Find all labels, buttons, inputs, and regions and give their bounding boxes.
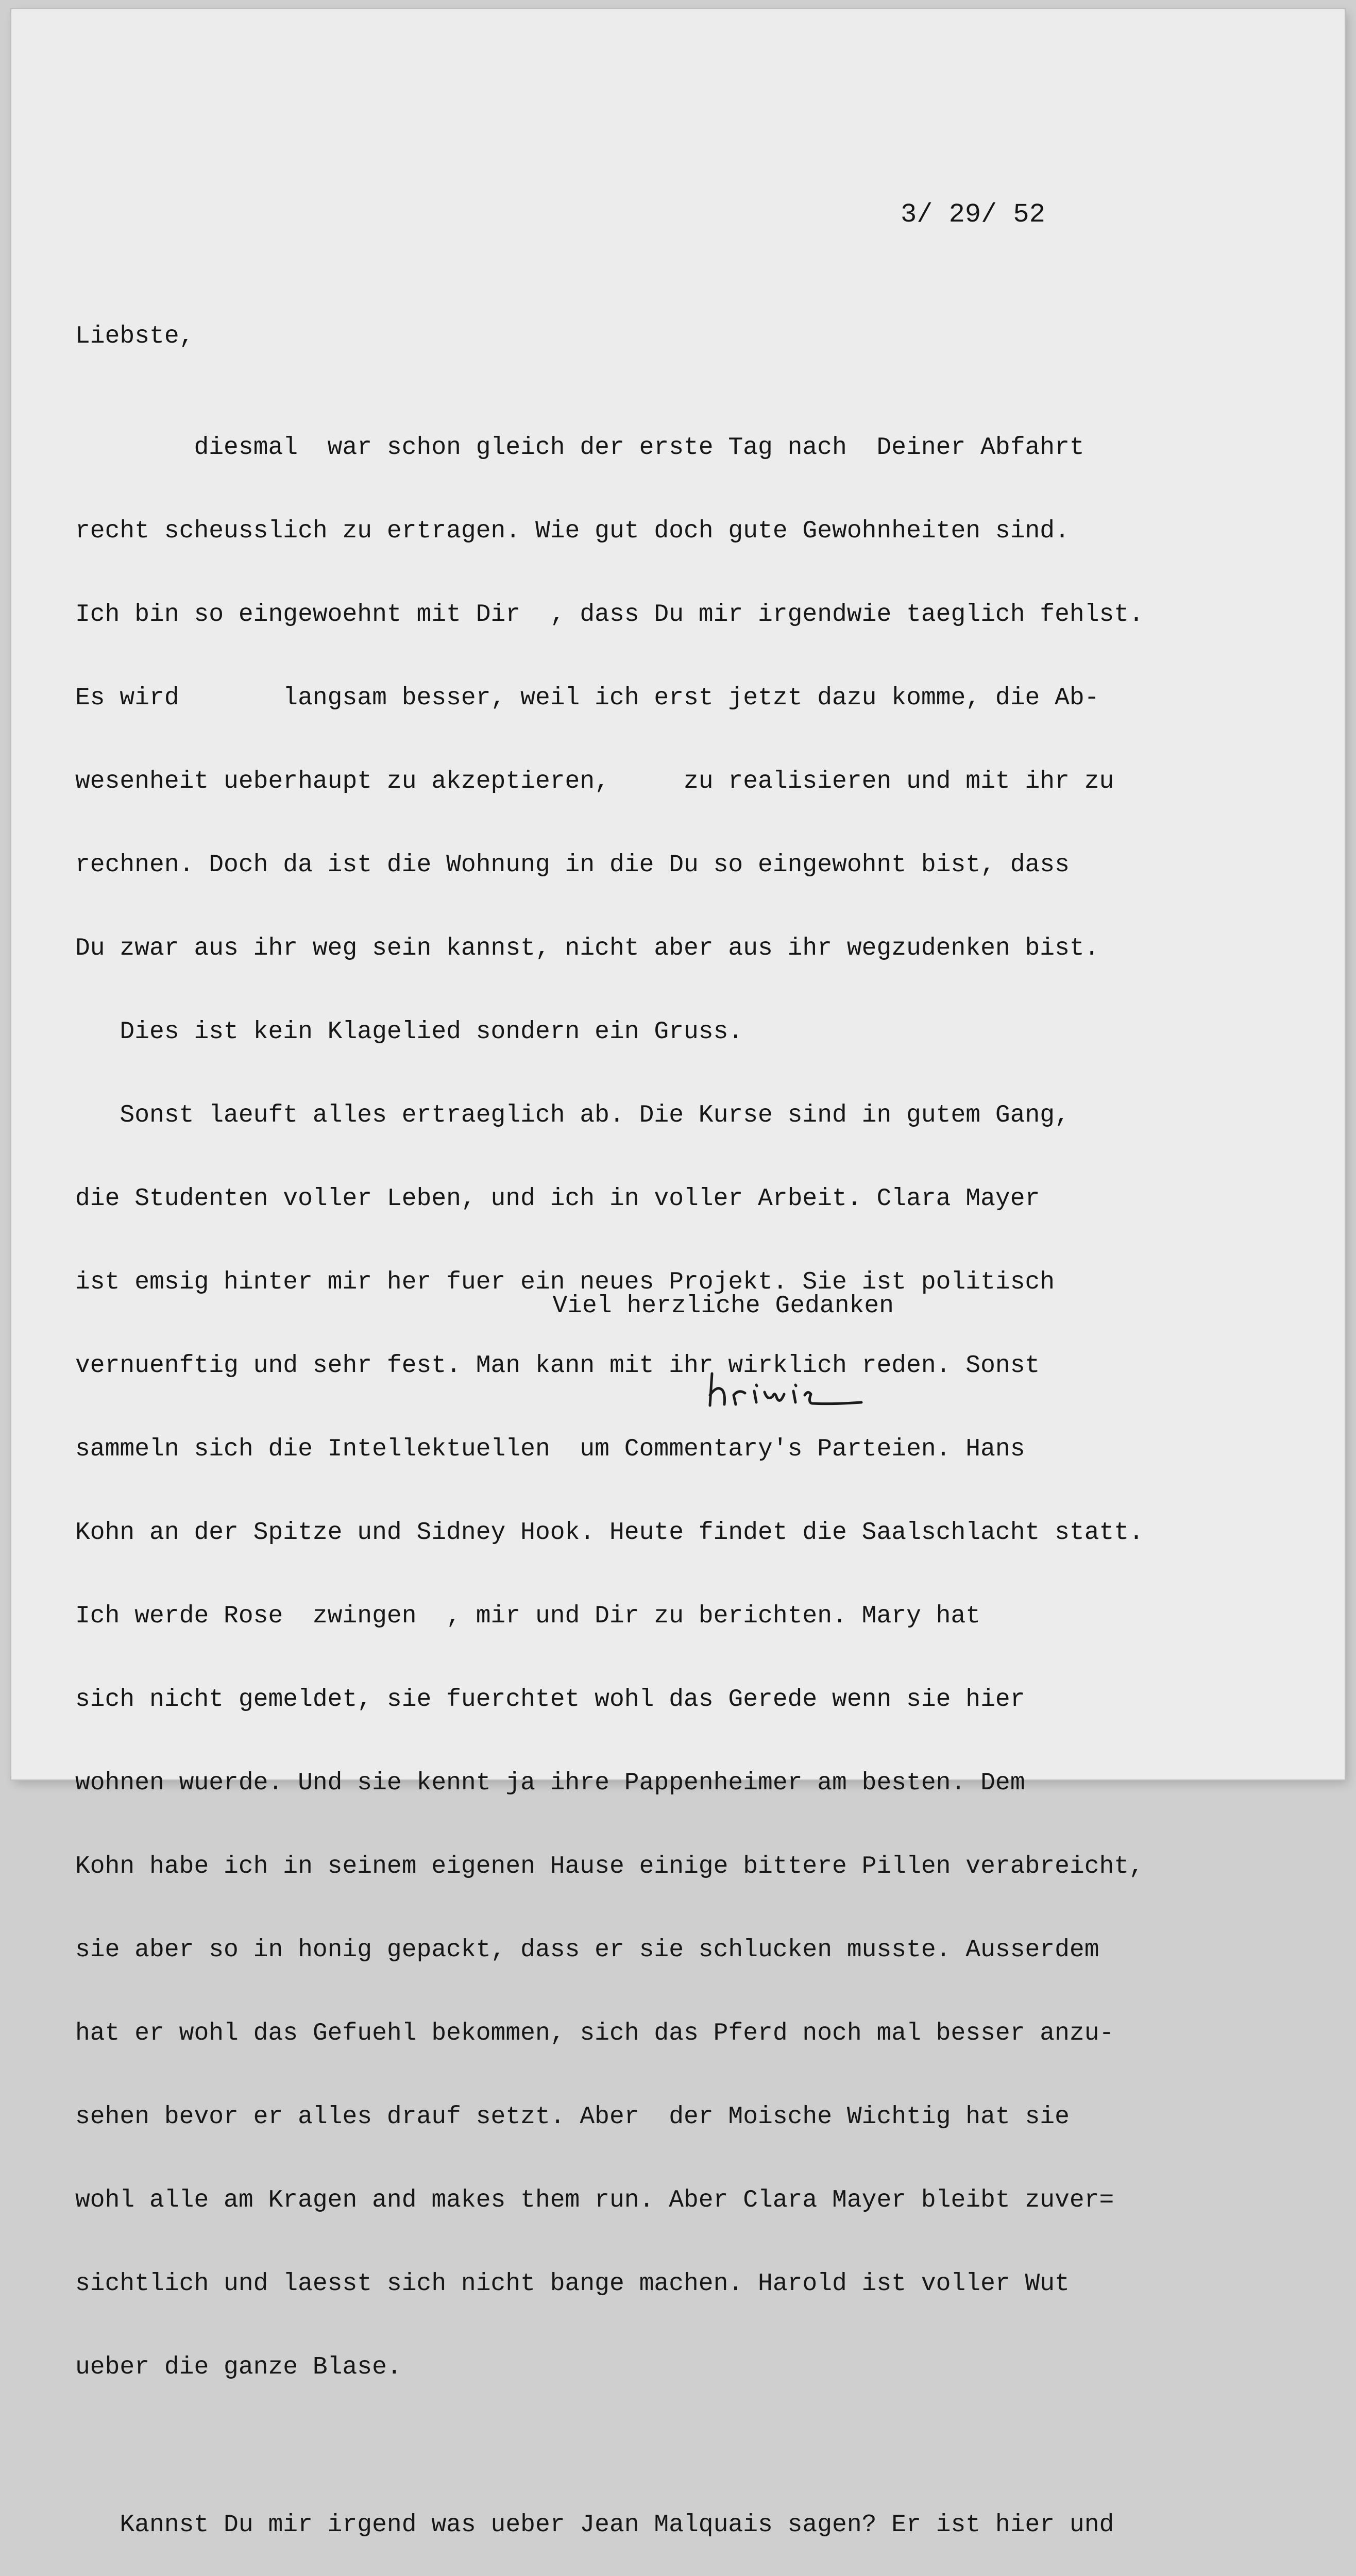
body-line: Es wird langsam besser, weil ich erst jetzt dazu komme, die Ab-	[75, 684, 1099, 712]
body-line: Ich bin so eingewoehnt mit Dir , dass Du mir irgendwie taeglich fehlst.	[75, 601, 1144, 629]
letter-date: 3/ 29/ 52	[901, 199, 1045, 230]
letter-page	[11, 9, 1345, 2539]
body-line: Kohn habe ich in seinem eigenen Hause einige bittere Pillen verabreicht,	[75, 1853, 1144, 1880]
body-line: wohnen wuerde. Und sie kennt ja ihre Pappenheimer am besten. Dem	[75, 1769, 1025, 1797]
body-line: Kohn an der Spitze und Sidney Hook. Heute findet die Saalschlacht statt.	[75, 1519, 1144, 1547]
body-line: rechnen. Doch da ist die Wohnung in die Du so eingewohnt bist, dass	[75, 851, 1070, 879]
body-line: Dies ist kein Klagelied sondern ein Gruss.	[75, 1018, 743, 1046]
body-line: vernuenftig und sehr fest. Man kann mit ihr wirklich reden. Sonst	[75, 1352, 1040, 1380]
body-line: hat er wohl das Gefuehl bekommen, sich das Pferd noch mal besser anzu-	[75, 2020, 1114, 2047]
body-line: wesenheit ueberhaupt zu akzeptieren, zu realisieren und mit ihr zu	[75, 768, 1114, 795]
salutation: Liebste,	[75, 323, 194, 350]
closing-line: Viel herzliche Gedanken	[434, 1292, 894, 1320]
body-line: sammeln sich die Intellektuellen um Commentary's Parteien. Hans	[75, 1435, 1025, 1463]
body-line: Du zwar aus ihr weg sein kannst, nicht aber aus ihr wegzudenken bist.	[75, 935, 1099, 962]
body-line: diesmal war schon gleich der erste Tag nach Deiner Abfahrt	[75, 434, 1084, 462]
paragraph-gap	[75, 2437, 1291, 2455]
body-line: ueber die ganze Blase.	[75, 2353, 402, 2381]
body-line: sie aber so in honig gepackt, dass er sie schlucken musste. Ausserdem	[75, 1936, 1099, 1964]
body-line: ist emsig hinter mir her fuer ein neues Projekt. Sie ist politisch	[75, 1268, 1055, 1296]
body-line: Ich werde Rose zwingen , mir und Dir zu berichten. Mary hat	[75, 1602, 981, 1630]
body-line: recht scheusslich zu ertragen. Wie gut doch gute Gewohnheiten sind.	[75, 517, 1070, 545]
body-line: sichtlich und laesst sich nicht bange machen. Harold ist voller Wut	[75, 2270, 1070, 2298]
body-line: sehen bevor er alles drauf setzt. Aber der Moische Wichtig hat sie	[75, 2103, 1070, 2131]
body-line: wohl alle am Kragen and makes them run. Aber Clara Mayer bleibt zuver=	[75, 2187, 1114, 2214]
body-line: Sonst laeuft alles ertraeglich ab. Die Kurse sind in gutem Gang,	[75, 1101, 1070, 1129]
body-line: die Studenten voller Leben, und ich in voller Arbeit. Clara Mayer	[75, 1185, 1040, 1213]
letter-body	[75, 378, 1291, 2576]
body-line: Kannst Du mir irgend was ueber Jean Malquais sagen? Er ist hier und	[75, 2511, 1114, 2539]
body-line: sich nicht gemeldet, sie fuerchtet wohl das Gerede wenn sie hier	[75, 1686, 1025, 1714]
handwritten-signature	[707, 1364, 892, 1416]
